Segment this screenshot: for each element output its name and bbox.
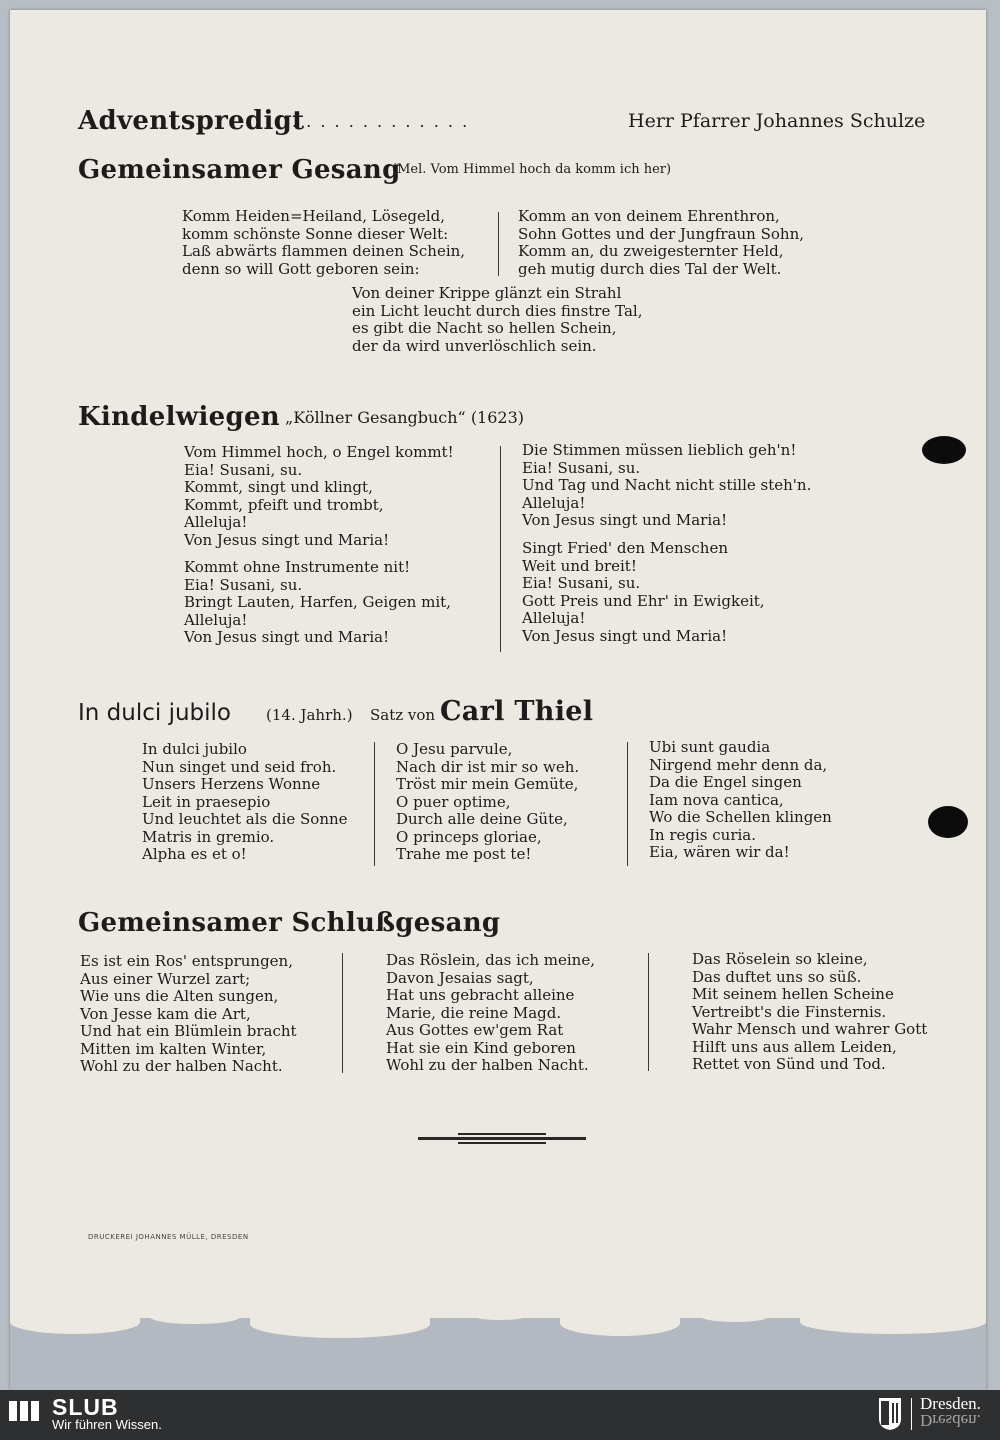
verse-line: Eia! Susani, su. xyxy=(522,458,641,477)
torn-edge xyxy=(800,1310,986,1334)
verse-line: Das duftet uns so süß. xyxy=(692,967,862,986)
verse-line: komm schönste Sonne dieser Welt: xyxy=(182,224,449,243)
ink-blot xyxy=(928,806,968,838)
verse-line: Gott Preis und Ehr' in Ewigkeit, xyxy=(522,591,765,610)
verse-line: Die Stimmen müssen lieblich geh'n! xyxy=(522,441,797,459)
advent-title: Adventspredigt xyxy=(78,106,305,136)
verse-line: Von deiner Krippe glänzt ein Strahl xyxy=(352,284,622,302)
composer-name: Carl Thiel xyxy=(440,696,594,727)
printer-imprint: DRUCKEREI JOHANNES MÜLLE, DRESDEN xyxy=(88,1233,249,1241)
verse-line: Kommt, pfeift und trombt, xyxy=(184,495,384,514)
verse-line: Und Tag und Nacht nicht stille steh'n. xyxy=(522,476,812,494)
dulci-stanza-3 xyxy=(649,739,832,862)
verse-line: Wahr Mensch und wahrer Gott xyxy=(692,1020,928,1038)
torn-edge xyxy=(10,1310,140,1334)
verse-line: geh mutig durch dies Tal der Welt. xyxy=(518,259,782,278)
slub-logo-text[interactable]: SLUB xyxy=(52,1394,119,1420)
kindel-title: Kindelwiegen xyxy=(78,402,281,432)
gesang-stanza-right xyxy=(518,208,804,278)
footer-bar xyxy=(0,1390,1000,1440)
verse-line: Vertreibt's die Finsternis. xyxy=(692,1002,887,1021)
dulci-century: (14. Jahrh.) xyxy=(266,706,353,724)
verse-line: Hat uns gebracht alleine xyxy=(386,986,575,1004)
gesang-stanza-left xyxy=(182,208,465,278)
verse-line: Sohn Gottes und der Jungfraun Sohn, xyxy=(518,224,805,243)
kindel-source: „Köllner Gesangbuch“ (1623) xyxy=(285,408,525,427)
verse-line: Komm an von deinem Ehrenthron, xyxy=(518,207,780,225)
verse-line: Nach dir ist mir so weh. xyxy=(396,757,580,776)
verse-line: Rettet von Sünd und Tod. xyxy=(692,1055,886,1073)
preacher-name: Herr Pfarrer Johannes Schulze xyxy=(628,110,926,132)
dresden-wordmark[interactable]: Dresden. xyxy=(920,1394,981,1413)
dulci-stanza-2 xyxy=(396,741,579,864)
torn-edge xyxy=(250,1310,430,1338)
slub-logo-icon[interactable] xyxy=(8,1399,40,1423)
gesang-melody: (Mel. Vom Himmel hoch da komm ich her) xyxy=(392,162,672,177)
verse-line: Laß abwärts flammen deinen Schein, xyxy=(182,242,466,260)
verse-line: Tröst mir mein Gemüte, xyxy=(396,775,579,793)
verse-line: Ubi sunt gaudia xyxy=(649,738,771,756)
closing-rule-accent xyxy=(458,1142,546,1144)
verse-line: Von Jesus singt und Maria! xyxy=(184,628,390,646)
ink-blot xyxy=(922,436,966,464)
torn-edge xyxy=(150,1310,240,1324)
kindel-stanza-2 xyxy=(184,559,451,647)
verse-line: Bringt Lauten, Harfen, Geigen mit, xyxy=(184,593,451,611)
verse-line: Das Röslein, das ich meine, xyxy=(386,951,595,969)
verse-line: Wohl zu der halben Nacht. xyxy=(386,1056,589,1074)
verse-line: Alleluja! xyxy=(522,493,586,512)
kindel-stanza-4 xyxy=(522,540,765,645)
gesang-title: Gemeinsamer Gesang xyxy=(78,155,401,185)
column-divider xyxy=(342,953,343,1073)
verse-line: Alleluja! xyxy=(522,609,586,627)
verse-line: Davon Jesaias sagt, xyxy=(386,968,534,987)
verse-line: Mit seinem hellen Scheine xyxy=(692,985,894,1003)
verse-line: Kommt, singt und klingt, xyxy=(184,478,373,496)
column-divider xyxy=(500,446,501,652)
dresden-coat-of-arms-icon xyxy=(878,1397,902,1431)
verse-line: Eia! Susani, su. xyxy=(522,574,641,592)
verse-line: Matris in gremio. xyxy=(142,827,275,846)
verse-line: Hat sie ein Kind geboren xyxy=(386,1038,576,1057)
verse-line: In regis curia. xyxy=(649,825,757,844)
dulci-satz: Satz von xyxy=(370,706,436,724)
verse-line: Eia! Susani, su. xyxy=(184,460,303,479)
verse-line: ein Licht leucht durch dies finstre Tal, xyxy=(352,301,643,320)
verse-line: Weit und breit! xyxy=(522,556,637,575)
dresden-wordmark-reflection: Dresden. xyxy=(920,1411,981,1430)
schluss-stanza-2 xyxy=(386,952,595,1075)
column-divider xyxy=(648,953,649,1071)
torn-edge xyxy=(470,1310,530,1320)
schluss-stanza-3 xyxy=(692,951,927,1074)
torn-edge xyxy=(700,1310,770,1322)
verse-line: Da die Engel singen xyxy=(649,773,802,791)
closing-rule xyxy=(418,1137,586,1140)
verse-line: Aus einer Wurzel zart; xyxy=(80,969,251,988)
verse-line: O puer optime, xyxy=(396,792,511,811)
verse-line: Von Jesus singt und Maria! xyxy=(184,530,390,549)
verse-line: Komm an, du zweigesternter Held, xyxy=(518,242,784,260)
verse-line: Alpha es et o! xyxy=(142,845,247,863)
verse-line: Iam nova cantica, xyxy=(649,790,784,809)
verse-line: Wohl zu der halben Nacht. xyxy=(80,1057,283,1075)
verse-line: Mitten im kalten Winter, xyxy=(80,1039,267,1058)
verse-line: Durch alle deine Güte, xyxy=(396,810,568,828)
torn-edge xyxy=(560,1310,680,1336)
schluss-stanza-1 xyxy=(80,953,297,1076)
verse-line: Aus Gottes ew'gem Rat xyxy=(386,1021,564,1039)
gesang-stanza-center xyxy=(352,285,642,355)
verse-line: Das Röselein so kleine, xyxy=(692,950,868,968)
verse-line: In dulci jubilo xyxy=(142,740,247,758)
kindel-stanza-1 xyxy=(184,444,454,549)
kindel-stanza-3 xyxy=(522,442,811,530)
verse-line: Leit in praesepio xyxy=(142,792,271,811)
verse-line: Von Jesus singt und Maria! xyxy=(522,511,728,529)
verse-line: Es ist ein Ros' entsprungen, xyxy=(80,952,293,970)
verse-line: Alleluja! xyxy=(184,610,248,629)
leader-dots: . . . . . . . . . . . . . xyxy=(292,112,470,131)
dulci-stanza-1 xyxy=(142,741,348,864)
verse-line: Hilft uns aus allem Leiden, xyxy=(692,1037,897,1056)
closing-rule-accent xyxy=(458,1133,546,1135)
verse-line: Unsers Herzens Wonne xyxy=(142,775,321,793)
verse-line: es gibt die Nacht so hellen Schein, xyxy=(352,319,617,337)
verse-line: Und hat ein Blümlein bracht xyxy=(80,1022,297,1040)
column-divider xyxy=(498,212,499,276)
verse-line: Wie uns die Alten sungen, xyxy=(80,987,279,1005)
column-divider xyxy=(374,742,375,866)
verse-line: Von Jesus singt und Maria! xyxy=(522,626,728,645)
verse-line: der da wird unverlöschlich sein. xyxy=(352,336,597,355)
verse-line: Komm Heiden=Heiland, Lösegeld, xyxy=(182,207,446,225)
verse-line: Alleluja! xyxy=(184,513,248,531)
schluss-title: Gemeinsamer Schlußgesang xyxy=(78,908,501,938)
verse-line: Wo die Schellen klingen xyxy=(649,808,832,826)
verse-line: Singt Fried' den Menschen xyxy=(522,539,728,557)
verse-line: Marie, die reine Magd. xyxy=(386,1003,562,1022)
verse-line: Nun singet und seid froh. xyxy=(142,757,337,776)
verse-line: denn so will Gott geboren sein: xyxy=(182,259,420,278)
verse-line: Kommt ohne Instrumente nit! xyxy=(184,558,411,576)
column-divider xyxy=(627,742,628,866)
verse-line: Eia! Susani, su. xyxy=(184,575,303,594)
verse-line: Eia, wären wir da! xyxy=(649,843,790,861)
footer-divider xyxy=(911,1398,912,1430)
dulci-title: In dulci jubilo xyxy=(78,700,232,726)
verse-line: O princeps gloriae, xyxy=(396,827,542,846)
verse-line: Vom Himmel hoch, o Engel kommt! xyxy=(184,443,454,461)
verse-line: Nirgend mehr denn da, xyxy=(649,755,828,774)
verse-line: Von Jesse kam die Art, xyxy=(80,1004,251,1023)
verse-line: Trahe me post te! xyxy=(396,845,532,863)
verse-line: O Jesu parvule, xyxy=(396,740,513,758)
slub-tagline: Wir führen Wissen. xyxy=(52,1417,162,1432)
verse-line: Und leuchtet als die Sonne xyxy=(142,810,348,828)
